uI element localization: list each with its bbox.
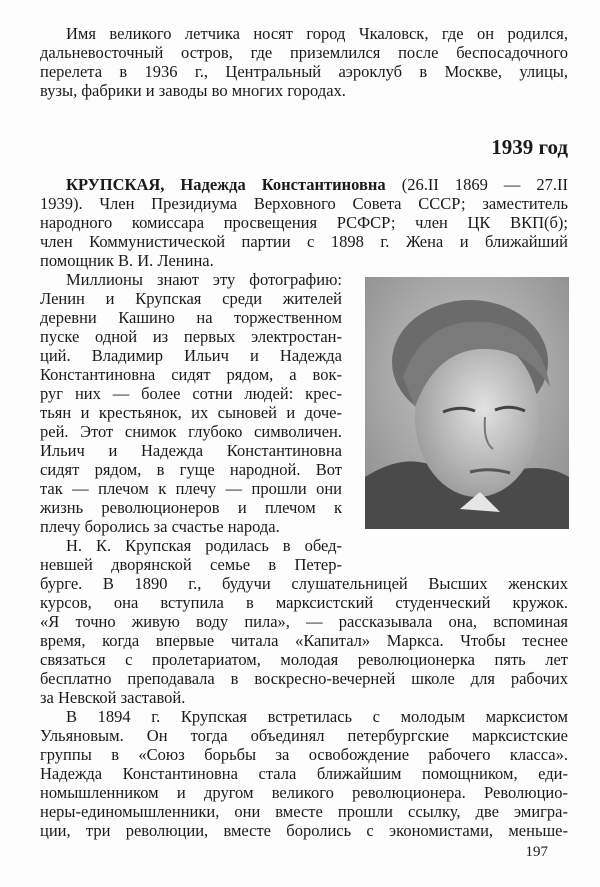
text-line: Константиновна сидят рядом, а вок- [40,365,342,384]
page-number: 197 [525,844,548,860]
text-line: Миллионы знают эту фотографию: [66,270,342,289]
text-line: деревни Кашино на торжественном [40,308,342,327]
text-line: член Коммунистической партии с 1898 г. Жена и ближайший [40,232,568,251]
text-line: Имя великого летчика носят город Чкаловск, где он родился, [66,24,568,43]
text-line: вузы, фабрики и заводы во многих городах. [40,81,346,100]
year-heading: 1939 год [491,135,568,159]
text-line: рей. Этот снимок глубоко символичен. [40,422,342,441]
text-line: народного комиссара просвещения РСФСР; член ЦК ВКП(б); [40,213,568,232]
text-line: Надежда Константиновна стала ближайшим помощником, еди- [40,764,568,783]
text-line: невшей дворянской семье в Петер- [40,555,342,574]
text-line: руг них — более сотни людей: крес- [40,384,342,403]
text-line: дальневосточный остров, где приземлился после беспосадочного [40,43,568,62]
text-line: В 1894 г. Крупская встретилась с молодым марксистом [66,707,568,726]
text-line: бесплатно преподавала в воскресно-вечерней школе для рабочих [40,669,568,688]
text-line [40,175,568,194]
text-line: ций. Владимир Ильич и Надежда [40,346,342,365]
text-line: помощник В. И. Ленина. [40,251,214,270]
text-line: номышленником и другом великого революционера. Революцио- [40,783,568,802]
text-line: Ульяновым. Он тогда объединял петербургские марксистские [40,726,568,745]
text-line: курсов, она вступила в марксистский студенческий кружок. [40,593,568,612]
text-line: время, когда впервые читала «Капитал» Маркса. Чтобы теснее [40,631,568,650]
text-line: связаться с пролетариатом, молодая революционерка пять лет [40,650,568,669]
text-line: бурге. В 1890 г., будучи слушательницей Высших женских [40,574,568,593]
text-line: так — плечом к плечу — прошли они [40,479,342,498]
entry-name: КРУПСКАЯ, Надежда Константиновна [66,175,386,194]
text-line: сидят рядом, в гуще народной. Вот [40,460,342,479]
text-line: группы в «Союз борьбы за освобождение рабочего класса». [40,745,568,764]
text-line: жизнь революционеров и плечом к [40,498,342,517]
text-line: неры-единомышленники, они вместе прошли ссылку, две эмигра- [40,802,568,821]
text-line: ции, три революции, вместе боролись с экономистами, меньше- [40,821,568,840]
text-line: тьян и крестьянок, их сыновей и доче- [40,403,342,422]
entry-dates: (26.II 1869 — 27.II [385,175,568,194]
portrait-photo [365,277,569,529]
text-line: «Я точно живую воду пила», — рассказывала она, вспоминая [40,612,568,631]
text-line: Ильич и Надежда Константиновна [40,441,342,460]
text-line: пуске одной из первых электростан- [40,327,342,346]
text-line: Ленин и Крупская среди жителей [40,289,342,308]
text-line: Н. К. Крупская родилась в обед- [66,536,342,555]
text-line: плечу боролись за счастье народа. [40,517,280,536]
text-line: перелета в 1936 г., Центральный аэроклуб в Москве, улицы, [40,62,568,81]
text-line: 1939). Член Президиума Верховного Совета СССР; заместитель [40,194,568,213]
text-line: за Невской заставой. [40,688,186,707]
